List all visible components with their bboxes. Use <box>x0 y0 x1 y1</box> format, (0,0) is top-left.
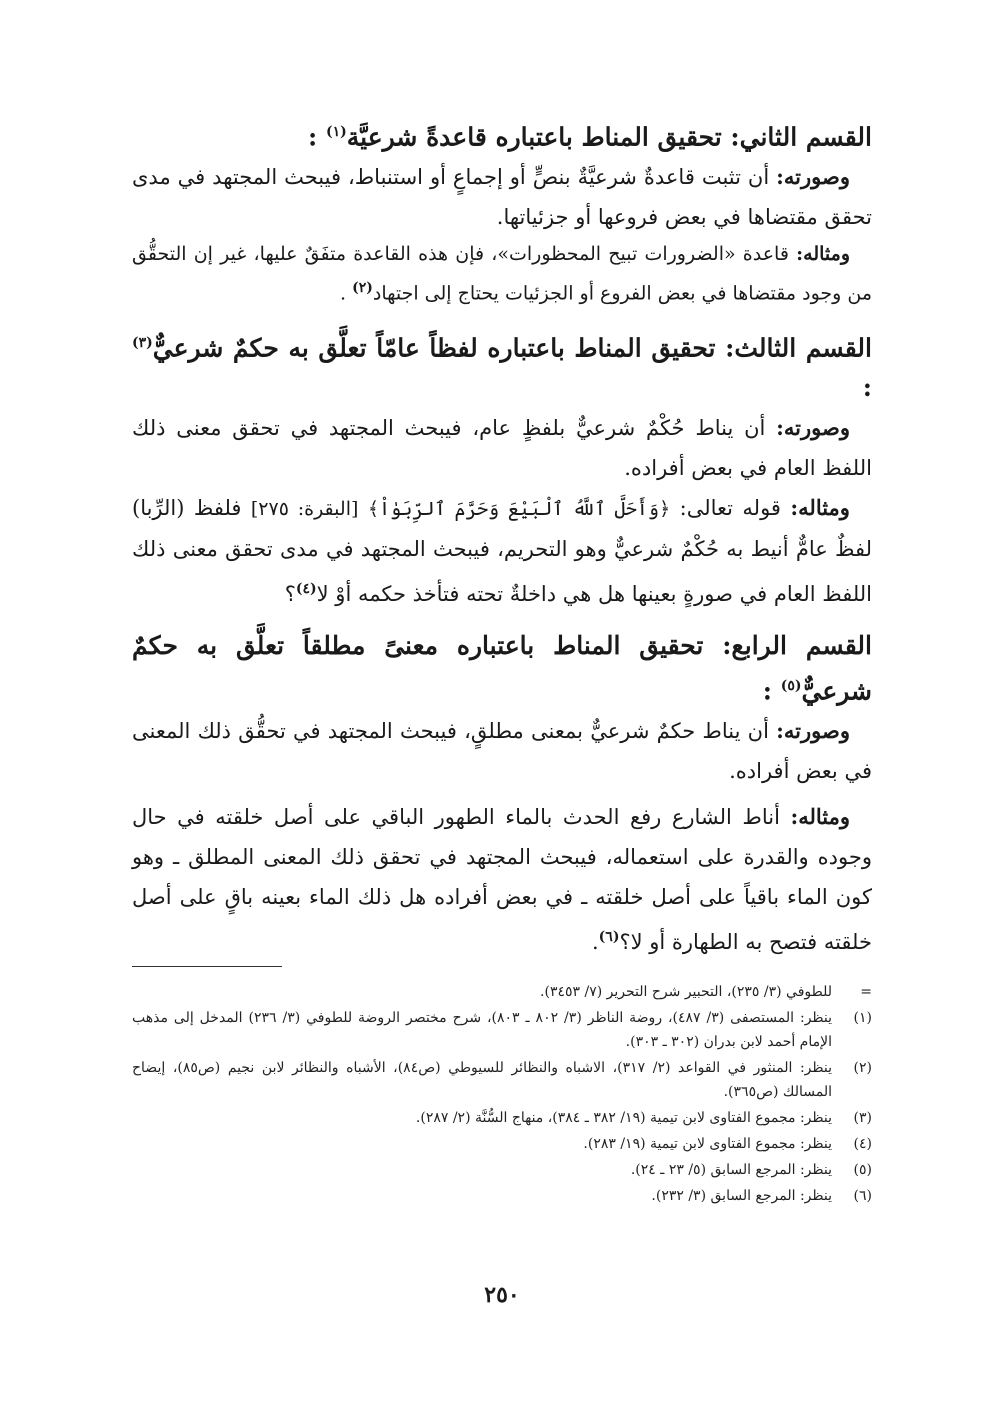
section-3-form-label: وصورته: <box>776 414 850 440</box>
section-3-form-text: أن يناط حُكْمٌ شرعيٌّ بلفظٍ عام، فيبحث المجتهد في تحقق معنى ذلك اللفظ العام في بعض أفراده. <box>132 415 872 480</box>
footnote-text: ينظر: مجموع الفتاوى لابن تيمية (١٩/ ٣٨٢ ـ ٣٨٤)، منهاج السُّنَّة (٢/ ٢٨٧). <box>415 1110 832 1126</box>
footnote-number: (٤) <box>853 1136 872 1152</box>
section-4-example <box>132 797 872 962</box>
section-2-form-text: أن تثبت قاعدةٌ شرعيَّةٌ بنصٍّ أو إجماعٍ أو استنباط، فيبحث المجتهد في مدى تحقق مقتضاها في بعض فروعها أو جزئياتها. <box>132 165 872 230</box>
section-3-example-label: ومثاله: <box>790 494 850 520</box>
footnote-item <box>132 1006 872 1054</box>
section-3-quran-verse: ﴿وَأَحَلَّ ٱللَّهُ ٱلْبَيْعَ وَحَرَّمَ ٱلرِّبَوٰاْ﴾ <box>367 497 671 520</box>
section-4-example-label: ومثاله: <box>790 804 851 830</box>
section-3-title <box>132 323 872 408</box>
footnote-number: (٢) <box>853 1060 872 1076</box>
footnote-item <box>132 1132 872 1156</box>
footnote-item <box>132 1184 872 1208</box>
footnote-number: (٥) <box>853 1162 872 1178</box>
section-4-colon: : <box>762 676 772 706</box>
section-3-example-end: ؟ <box>284 581 296 606</box>
section-2-form-label: وصورته: <box>776 164 850 190</box>
section-4-title <box>132 626 872 711</box>
section-4-title-text: القسم الرابع: تحقيق المناط باعتباره معنىً مطلقاً تعلَّق به حكمٌ شرعيٌّ <box>132 630 872 706</box>
section-4-form <box>132 711 872 791</box>
section-2-example-end: . <box>339 282 347 305</box>
section-2-footnote-ref: (١) <box>325 124 347 140</box>
section-3-example <box>132 488 872 614</box>
footnote-number: (٣) <box>853 1110 872 1126</box>
section-2-example <box>132 237 872 310</box>
section-4-footnote-ref: (٥) <box>780 677 802 694</box>
footnotes <box>132 980 872 1210</box>
section-4-example-end: . <box>591 930 599 955</box>
footnote-text: ينظر: المستصفى (٣/ ٤٨٧)، روضة الناظر (٣/ ٨٠٢ ـ ٨٠٣)، شرح مختصر الروضة للطوفي (٣/ ٢٣٦) المدخل إلى مذهب الإمام أحمد لابن بدران (٣٠٢ ـ ٣٠٣). <box>132 1010 833 1050</box>
section-3-colon: : <box>862 372 872 402</box>
footnote-number: (١) <box>853 1010 872 1026</box>
footnote-item <box>132 1106 872 1130</box>
section-3-title-text: القسم الثالث: تحقيق المناط باعتباره لفظاً عامّاً تعلَّق به حكمٌ شرعيٌّ <box>152 332 872 362</box>
section-2-form <box>132 157 872 237</box>
footnote-divider <box>132 966 872 967</box>
section-3-form <box>132 408 872 488</box>
footnote-text: للطوفي (٣/ ٢٣٥)، التحبير شرح التحرير (٧/ ٣٤٥٣). <box>540 984 832 1000</box>
footnote-number: (٦) <box>853 1188 872 1204</box>
section-2-colon: : <box>308 122 318 152</box>
section-3-footnote-ref: (٣) <box>132 334 153 351</box>
section-4-form-text: أن يناط حكمٌ شرعيٌّ بمعنى مطلقٍ، فيبحث المجتهد في تحقُّق ذلك المعنى في بعض أفراده. <box>132 719 872 784</box>
section-2-example-label: ومثاله: <box>796 243 850 266</box>
page-number: ٢٥٠ <box>484 1282 520 1308</box>
section-2-example-ref: (٢) <box>352 280 373 297</box>
section-4-form-label: وصورته: <box>776 718 850 744</box>
footnote-text: ينظر: المرجع السابق (٣/ ٢٣٢). <box>651 1188 832 1204</box>
section-3-quran-ref: [البقرة: ٢٧٥] <box>250 497 359 520</box>
section-2-example-text: قاعدة «الضرورات تبيح المحظورات»، فإن هذه القاعدة متفَقٌ عليها، غير إن التحقُّق من وجود مقتضاها في بعض الفروع أو الجزئيات يحتاج إلى اجتهاد <box>132 243 872 305</box>
footnote-item <box>132 980 872 1004</box>
footnote-text: ينظر: مجموع الفتاوى لابن تيمية (١٩/ ٢٨٣). <box>583 1136 832 1152</box>
footnote-text: ينظر: المنثور في القواعد (٢/ ٣١٧)، الاشباه والنظائر للسيوطي (ص٨٤)، الأشباه والنظائر لابن نجيم (ص٨٥)، إيضاح المسالك (ص٣٦٥). <box>132 1060 832 1100</box>
footnote-item <box>132 1158 872 1182</box>
footnote-text: ينظر: المرجع السابق (٥/ ٢٣ ـ ٢٤). <box>630 1162 832 1178</box>
section-4-example-text: أناط الشارع رفع الحدث بالماء الطهور الباقي على أصل خلقته في حال وجوده والقدرة على استعماله، فيبحث المجتهد في تحقق ذلك المعنى المطلق ـ وهو كون الماء باقياً على أصل خلقته ـ في بعض أفراده هل ذلك الماء بعينه باقٍ على أصل خلقته فتصح به الطهارة أو لا؟ <box>132 805 872 955</box>
section-2-title <box>132 112 872 157</box>
section-2-title-text: القسم الثاني: تحقيق المناط باعتباره قاعدةً شرعيَّة <box>346 122 872 152</box>
section-3-example-text: فلفظ (الرِّبا) لفظٌ عامٌّ أنيط به حُكْمٌ شرعيٌّ وهو التحريم، فيبحث المجتهد في مدى تحقق معنى ذلك اللفظ العام في صورةٍ بعينها هل هي داخلةٌ تحته فتأخذ حكمه أوْ لا <box>132 495 872 606</box>
footnote-number: = <box>860 984 872 1000</box>
section-4-example-ref: (٦) <box>598 929 620 946</box>
section-3-example-ref: (٤) <box>295 580 317 597</box>
footnote-item <box>132 1056 872 1104</box>
section-3-example-pre: قوله تعالى: <box>679 495 781 520</box>
page-body <box>132 112 872 962</box>
